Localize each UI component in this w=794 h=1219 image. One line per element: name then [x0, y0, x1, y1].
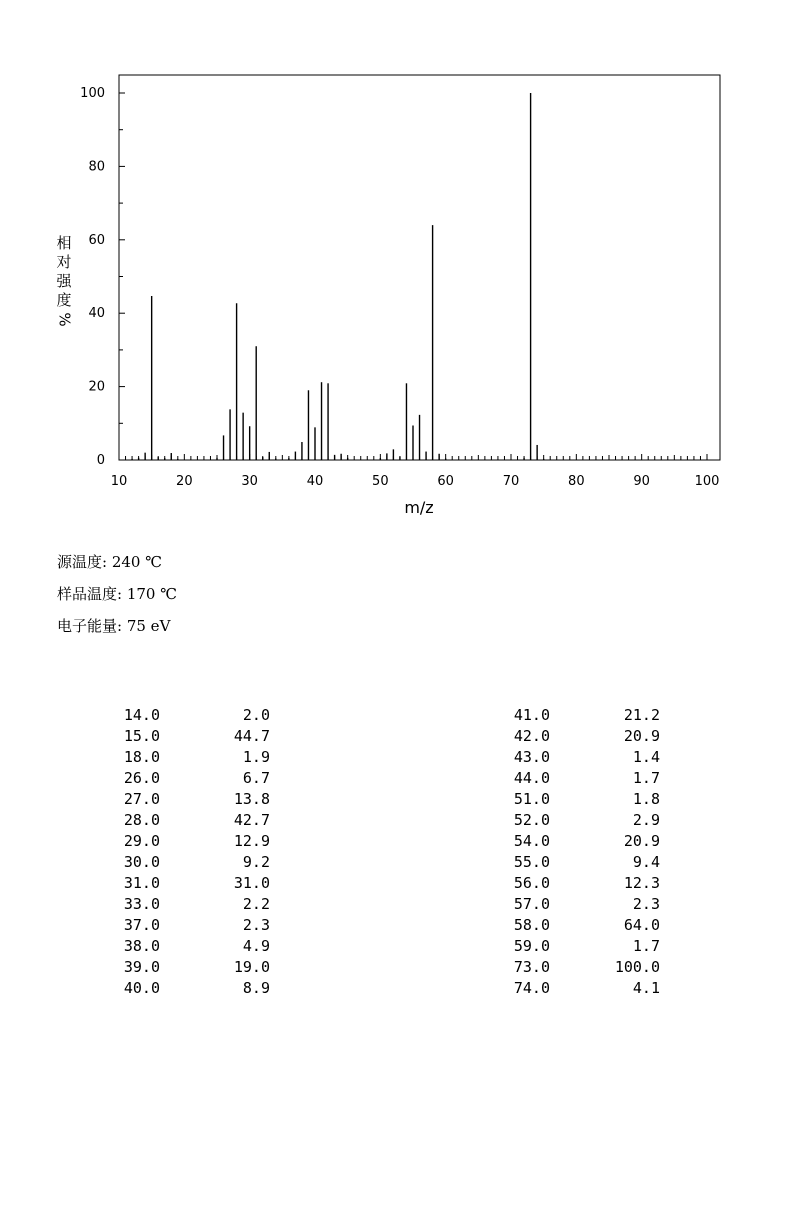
mz-value: 14.0 — [123, 706, 160, 724]
y-tick-label: 80 — [88, 159, 105, 175]
table-row — [500, 852, 660, 873]
y-tick-label: 20 — [88, 379, 105, 395]
y-tick-label: 100 — [80, 86, 105, 101]
table-row — [500, 957, 660, 978]
mz-value: 41.0 — [513, 706, 550, 724]
condition-line — [57, 615, 170, 636]
abundance-value: 21.2 — [623, 706, 660, 724]
abundance-value: 8.9 — [242, 979, 270, 997]
mz-value: 52.0 — [513, 811, 550, 829]
y-tick-label: 60 — [88, 232, 105, 248]
abundance-value: 1.8 — [632, 790, 660, 808]
y-axis-label-char: 强 — [56, 272, 72, 290]
abundance-value: 2.3 — [242, 916, 270, 934]
mz-value: 26.0 — [123, 769, 160, 787]
abundance-value: 9.4 — [632, 853, 660, 871]
table-row — [110, 852, 270, 873]
mz-value: 58.0 — [513, 916, 550, 934]
mz-value: 28.0 — [123, 811, 160, 829]
table-row — [500, 978, 660, 999]
condition-value: 75 eV — [122, 617, 171, 635]
mz-value: 37.0 — [123, 916, 160, 934]
y-axis-label — [52, 234, 76, 329]
plot-frame — [119, 75, 720, 460]
mz-value: 43.0 — [513, 748, 550, 766]
x-tick-label: 90 — [633, 474, 650, 489]
condition-label: 源温度: — [57, 553, 108, 571]
table-row — [110, 831, 270, 852]
mz-value: 54.0 — [513, 832, 550, 850]
y-axis-label-char: % — [55, 312, 74, 327]
abundance-value: 6.7 — [242, 769, 270, 787]
condition-value: 170 ℃ — [122, 585, 178, 603]
abundance-value: 9.2 — [242, 853, 270, 871]
abundance-value: 20.9 — [623, 832, 660, 850]
table-row — [110, 747, 270, 768]
mz-value: 55.0 — [513, 853, 550, 871]
mz-value: 73.0 — [513, 958, 550, 976]
abundance-value: 12.9 — [233, 832, 270, 850]
abundance-value: 2.9 — [632, 811, 660, 829]
abundance-value: 42.7 — [233, 811, 270, 829]
mz-value: 18.0 — [123, 748, 160, 766]
table-row — [110, 978, 270, 999]
mz-value: 39.0 — [123, 958, 160, 976]
mz-value: 15.0 — [123, 727, 160, 745]
mz-value: 44.0 — [513, 769, 550, 787]
abundance-value: 12.3 — [623, 874, 660, 892]
mz-value: 30.0 — [123, 853, 160, 871]
mz-value: 29.0 — [123, 832, 160, 850]
abundance-value: 2.3 — [632, 895, 660, 913]
condition-value: 240 ℃ — [107, 553, 163, 571]
condition-line — [57, 551, 162, 572]
table-row — [500, 768, 660, 789]
table-row — [500, 915, 660, 936]
table-row — [500, 894, 660, 915]
abundance-value: 100.0 — [614, 958, 660, 976]
x-tick-label: 30 — [241, 474, 258, 489]
table-row — [500, 726, 660, 747]
x-tick-label: 20 — [176, 474, 193, 489]
y-axis-label-char: 度 — [56, 291, 72, 309]
mz-value: 40.0 — [123, 979, 160, 997]
x-tick-label: 40 — [306, 474, 324, 489]
x-tick-label: 10 — [110, 474, 128, 489]
mz-value: 38.0 — [123, 937, 160, 955]
abundance-value: 64.0 — [623, 916, 660, 934]
table-row — [110, 726, 270, 747]
abundance-value: 2.0 — [242, 706, 270, 724]
x-tick-label: 100 — [694, 474, 720, 489]
y-axis-label-char: 相 — [56, 234, 72, 252]
abundance-value: 13.8 — [233, 790, 270, 808]
table-row — [110, 957, 270, 978]
abundance-value: 4.1 — [632, 979, 660, 997]
mz-value: 74.0 — [513, 979, 550, 997]
peak-table-left — [110, 705, 270, 999]
mz-value: 33.0 — [123, 895, 160, 913]
table-row — [110, 894, 270, 915]
y-tick-label: 40 — [88, 306, 105, 322]
abundance-value: 1.4 — [632, 748, 660, 766]
abundance-value: 31.0 — [233, 874, 270, 892]
table-row — [500, 936, 660, 957]
table-row — [500, 873, 660, 894]
abundance-value: 1.9 — [242, 748, 270, 766]
mz-value: 42.0 — [513, 727, 550, 745]
abundance-value: 1.7 — [632, 769, 660, 787]
x-tick-label: 70 — [502, 474, 520, 489]
mz-value: 57.0 — [513, 895, 550, 913]
table-row — [110, 936, 270, 957]
mz-value: 31.0 — [123, 874, 160, 892]
table-row — [110, 789, 270, 810]
condition-label: 样品温度: — [57, 585, 123, 603]
y-tick-label: 0 — [96, 453, 105, 468]
abundance-value: 1.7 — [632, 937, 660, 955]
table-row — [110, 810, 270, 831]
y-axis-label-char: 对 — [56, 253, 72, 271]
table-row — [110, 768, 270, 789]
table-row — [110, 915, 270, 936]
abundance-value: 20.9 — [623, 727, 660, 745]
condition-line — [57, 583, 177, 604]
peak-table-right — [500, 705, 660, 999]
table-row — [500, 831, 660, 852]
abundance-value: 19.0 — [233, 958, 270, 976]
table-row — [500, 810, 660, 831]
x-tick-label: 60 — [437, 474, 454, 489]
abundance-value: 2.2 — [242, 895, 270, 913]
table-row — [500, 747, 660, 768]
table-row — [110, 705, 270, 726]
x-tick-label: 80 — [568, 474, 585, 489]
table-row — [500, 789, 660, 810]
x-tick-label: 50 — [372, 474, 389, 489]
mz-value: 51.0 — [513, 790, 550, 808]
abundance-value: 4.9 — [242, 937, 270, 955]
mass-spectrum-chart — [0, 0, 794, 540]
x-axis-label: m/z — [404, 498, 434, 517]
abundance-value: 44.7 — [233, 727, 270, 745]
mz-value: 59.0 — [513, 937, 550, 955]
condition-label: 电子能量: — [57, 617, 123, 635]
table-row — [110, 873, 270, 894]
mz-value: 27.0 — [123, 790, 160, 808]
table-row — [500, 705, 660, 726]
mz-value: 56.0 — [513, 874, 550, 892]
